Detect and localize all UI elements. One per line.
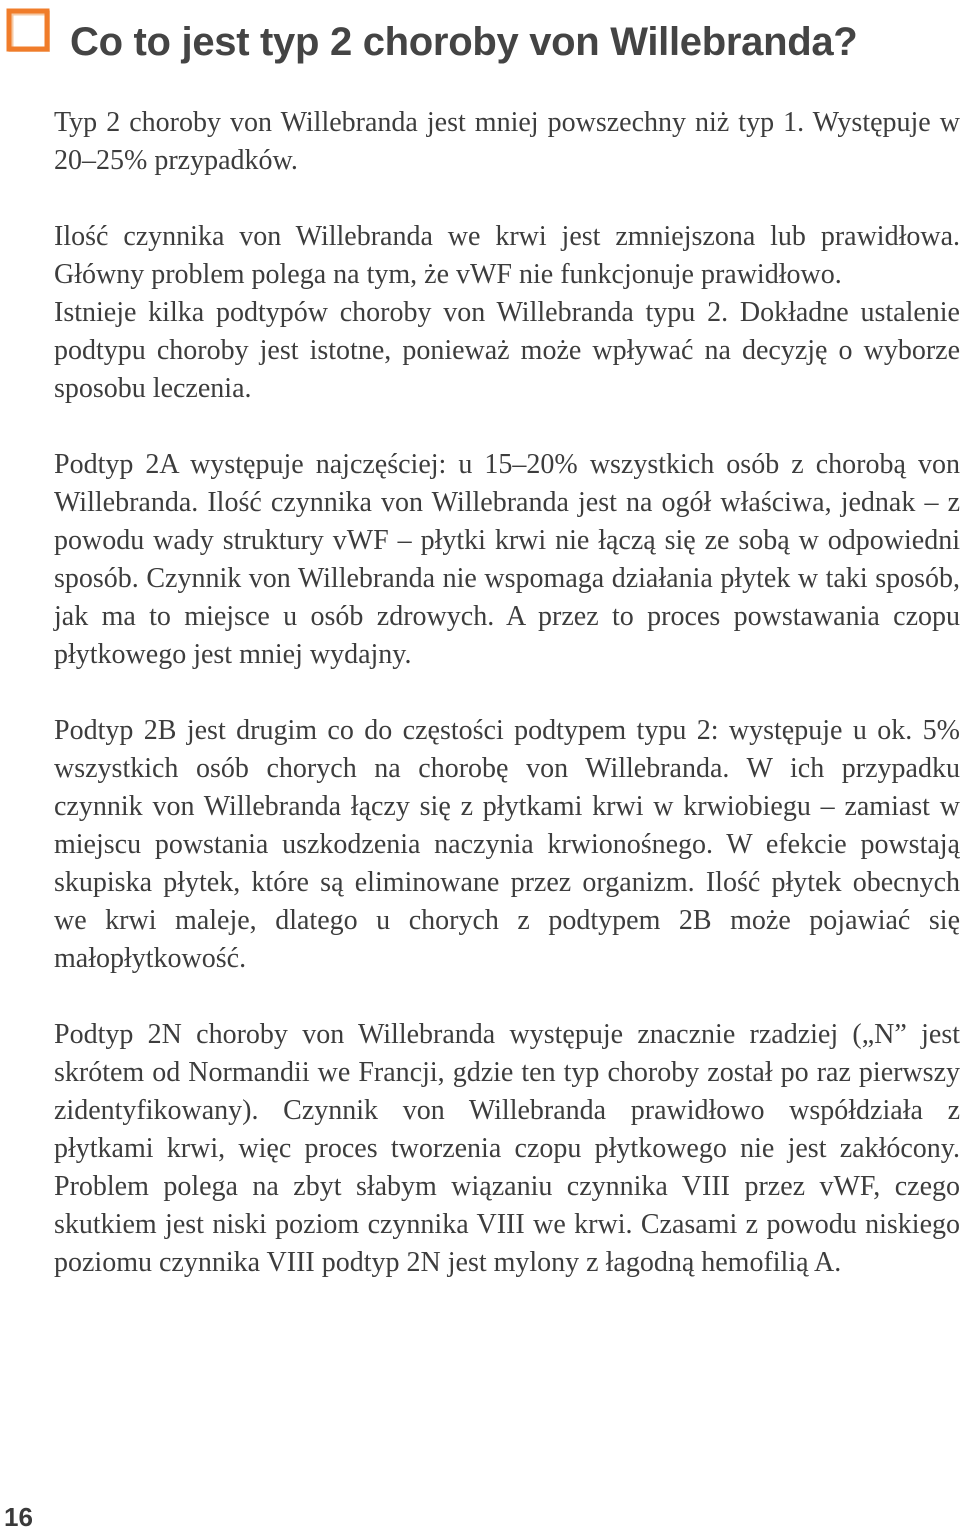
page-title: Co to jest typ 2 choroby von Willebranda? xyxy=(70,20,858,64)
paragraph-intro: Typ 2 choroby von Willebranda jest mniej powszechny niż typ 1. Występuje w 20–25% przypadków. xyxy=(54,107,960,176)
article-body xyxy=(54,104,960,1282)
page-number: 16 xyxy=(4,1502,33,1532)
checkbox-icon xyxy=(6,8,50,52)
paragraph-vwf-level: Ilość czynnika von Willebranda we krwi jest zmniejszona lub prawidłowa. Główny problem polega na tym, że vWF nie funkcjonuje prawidłowo. xyxy=(54,221,960,290)
paragraph-subtypes: Istnieje kilka podtypów choroby von Willebranda typu 2. Dokładne ustalenie podtypu choroby jest istotne, ponieważ może wpływać na decyzję o wyborze sposobu leczenia. xyxy=(54,297,960,404)
paragraph-subtype-2b: Podtyp 2B jest drugim co do częstości podtypem typu 2: występuje u ok. 5% wszystkich osób chorych na chorobę von Willebranda. W ich przypadku czynnik von Willebranda łączy się z płytkami krwi w krwiobiegu – zamiast w miejscu powstania uszkodzenia naczynia krwionośnego. W efekcie powstają skupiska płytek, które są eliminowane przez organizm. Ilość płytek obecnych we krwi maleje, dlatego u chorych z podtypem 2B może pojawiać się małopłytkowość. xyxy=(54,715,960,974)
paragraph-subtype-2a: Podtyp 2A występuje najczęściej: u 15–20% wszystkich osób z chorobą von Willebranda. Ilość czynnika von Willebranda jest na ogół właściwa, jednak – z powodu wady struktury vWF – płytki krwi nie łączą się ze sobą w odpowiedni sposób. Czynnik von Willebranda nie wspomaga działania płytek w taki sposób, jak ma to miejsce u osób zdrowych. A przez to proces powstawania czopu płytkowego jest mniej wydajny. xyxy=(54,449,960,670)
paragraph-subtype-2n: Podtyp 2N choroby von Willebranda występuje znacznie rzadziej („N” jest skrótem od Normandii we Francji, gdzie ten typ choroby został po raz pierwszy zidentyfikowany). Czynnik von Willebranda prawidłowo współdziała z płytkami krwi, więc proces tworzenia czopu płytkowego nie jest zakłócony. Problem polega na zbyt słabym wiązaniu czynnika VIII przez vWF, czego skutkiem jest niski poziom czynnika VIII we krwi. Czasami z powodu niskiego poziomu czynnika VIII podtyp 2N jest mylony z łagodną hemofilią A. xyxy=(54,1019,960,1278)
